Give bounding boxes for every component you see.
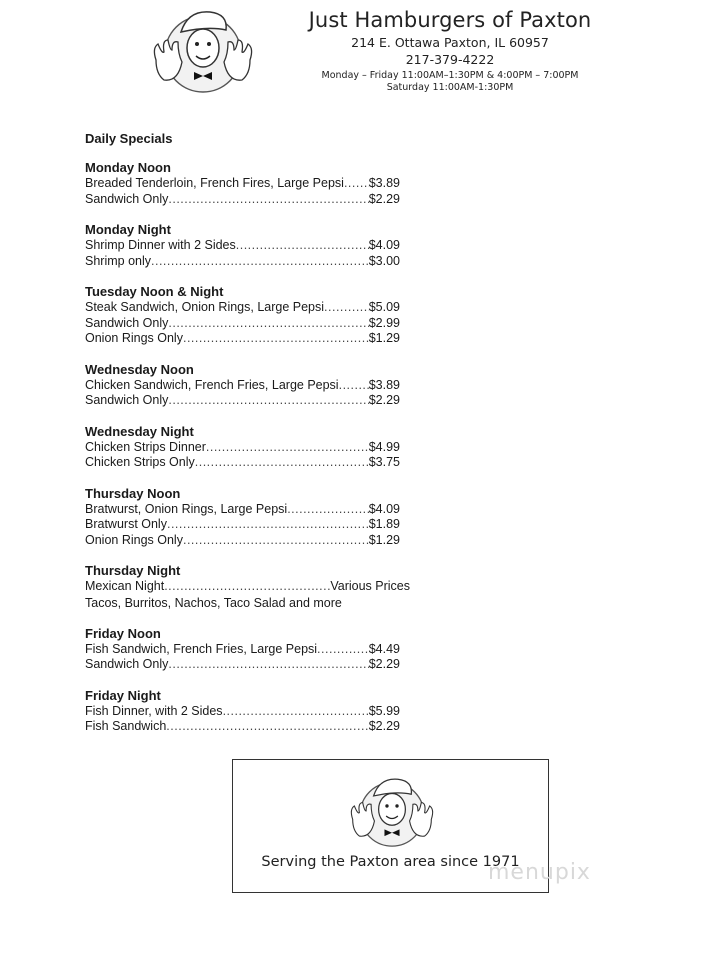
item-price: Various Prices [330,579,410,593]
item-name: Bratwurst Only [85,517,167,531]
leader-dots [195,455,369,471]
leader-dots [166,719,368,735]
section-title: Tuesday Noon & Night [85,284,224,299]
item-name: Chicken Strips Dinner [85,439,206,454]
item-price: $2.29 [368,719,400,733]
item-name: Sandwich Only [85,393,169,407]
item-name: Sandwich Only [85,191,169,206]
item-note: Tacos, Burritos, Nachos, Taco Salad and more [85,595,342,610]
item-price: $4.09 [368,238,400,252]
item-name: Mexican Night [85,579,165,593]
section-thursday-noon [85,486,400,549]
daily-specials [85,131,410,750]
menu-item [85,704,400,720]
leader-dots [168,192,368,208]
leader-dots [183,331,369,347]
mascot-logo-icon [148,4,258,96]
menu-item [85,657,400,673]
menu-item [85,176,400,192]
section-title: Monday Noon [85,160,171,175]
leader-dots [344,176,369,192]
menu-item [85,254,400,270]
leader-dots [167,517,369,533]
section-title: Wednesday Night [85,423,194,439]
menu-item [85,192,400,208]
restaurant-name: Just Hamburgers of Paxton [308,8,592,32]
item-name: Onion Rings Only [85,331,183,345]
item-price: $3.00 [368,253,400,268]
item-name: Breaded Tenderloin, French Fires, Large Pepsi [85,176,344,190]
leader-dots [339,378,369,394]
section-monday-night [85,222,400,269]
leader-dots [236,238,369,254]
leader-dots [183,533,369,549]
watermark: menupix [488,860,591,885]
menu-item [85,440,400,456]
leader-dots [317,642,369,658]
menu-item [85,502,400,518]
menu-item [85,642,400,658]
section-friday-night [85,688,400,735]
item-name: Bratwurst, Onion Rings, Large Pepsi [85,501,288,516]
item-name: Chicken Strips Only [85,455,195,469]
leader-dots [223,704,369,720]
item-price: $2.29 [368,393,400,407]
item-price: $1.29 [368,532,400,547]
specials-heading: Daily Specials [85,131,173,146]
item-price: $3.75 [368,455,400,469]
tagline: Serving the Paxton area since 1971 [261,854,520,870]
item-name: Chicken Sandwich, French Fries, Large Pepsi [85,377,339,392]
item-name: Fish Dinner, with 2 Sides [85,703,223,718]
item-price: $4.49 [368,641,400,656]
section-title: Friday Noon [85,625,161,641]
leader-dots [164,579,330,595]
menu-item [85,300,400,316]
item-price: $5.99 [368,703,400,718]
item-price: $4.09 [368,501,400,516]
menu-item [85,393,400,409]
item-price: $3.89 [368,377,400,392]
section-title: Friday Night [85,687,161,703]
restaurant-header [300,8,600,93]
menu-item [85,238,400,254]
item-name: Steak Sandwich, Onion Rings, Large Pepsi [85,300,325,314]
section-title: Wednesday Noon [85,361,194,377]
item-name: Sandwich Only [85,315,169,330]
menu-item [85,316,400,332]
section-wednesday-night [85,424,400,471]
section-thursday-night [85,563,410,611]
section-wednesday-noon [85,362,400,409]
leader-dots [168,657,368,673]
section-friday-noon [85,626,400,673]
item-name: Onion Rings Only [85,532,183,547]
menu-item [85,378,400,394]
item-price: $5.09 [368,300,400,314]
item-name: Fish Sandwich, French Fries, Large Pepsi [85,641,318,656]
menu-item [85,331,400,347]
menu-item [85,455,400,471]
section-title: Monday Night [85,222,171,237]
leader-dots [151,254,369,270]
section-title: Thursday Noon [85,485,181,501]
leader-dots [287,502,369,518]
item-name: Shrimp only [85,253,151,268]
item-price: $1.89 [368,517,400,531]
item-name: Sandwich Only [85,657,169,671]
leader-dots [324,300,369,316]
item-price: $1.29 [368,331,400,345]
item-price: $4.99 [368,439,400,454]
leader-dots [168,393,368,409]
address: 214 E. Ottawa Paxton, IL 60957 [351,35,549,50]
item-price: $3.89 [368,176,400,190]
phone-number: 217-379-4222 [405,52,495,67]
leader-dots [206,440,369,456]
menu-item [85,533,400,549]
item-price: $2.29 [368,191,400,206]
menu-item [85,579,410,595]
section-title: Thursday Night [85,563,181,578]
leader-dots [168,316,368,332]
menu-item [85,517,400,533]
menu-item [85,719,400,735]
hours-saturday: Saturday 11:00AM-1:30PM [386,82,514,93]
hours-weekday: Monday – Friday 11:00AM–1:30PM & 4:00PM – 7:00PM [321,70,579,81]
section-tuesday [85,284,400,347]
item-price: $2.29 [368,657,400,671]
item-price: $2.99 [368,315,400,330]
section-monday-noon [85,160,400,207]
item-name: Shrimp Dinner with 2 Sides [85,238,236,252]
mascot-logo-icon [346,772,438,850]
item-name: Fish Sandwich [85,719,167,733]
